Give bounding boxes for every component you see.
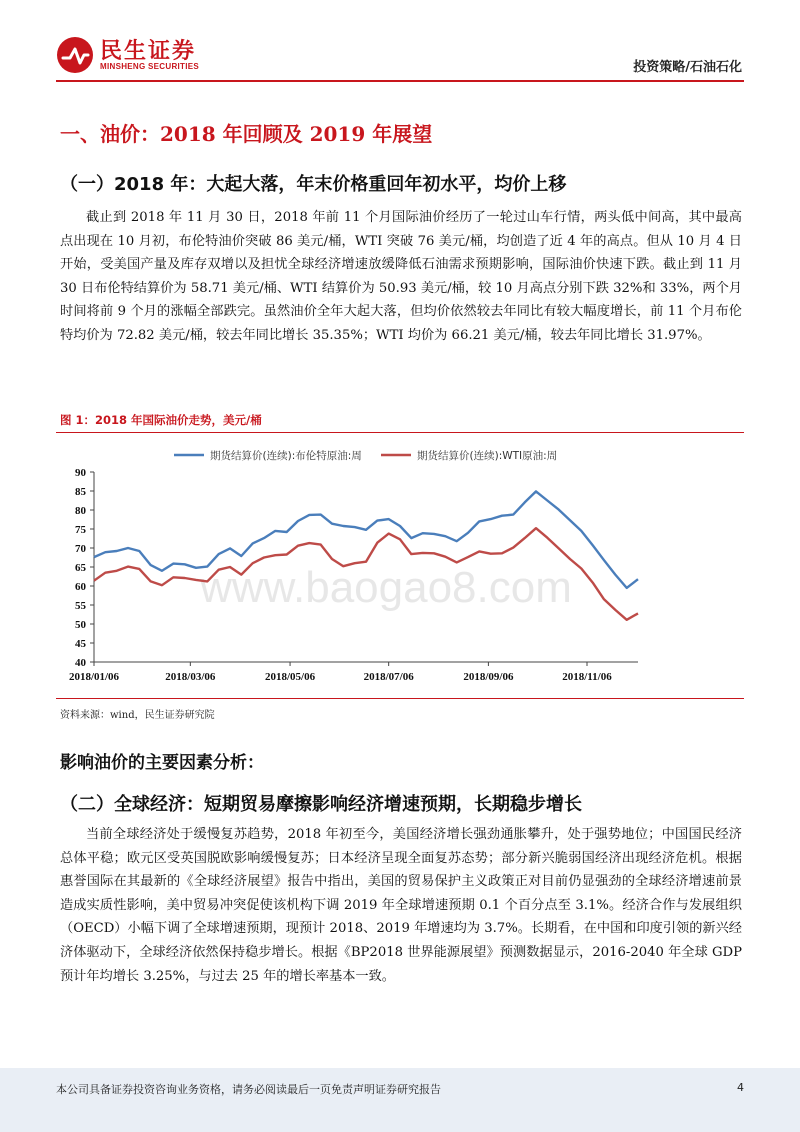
page-number: 4 — [737, 1081, 744, 1094]
y-tick-label: 65 — [75, 562, 86, 574]
subsection-title-economy: （二）全球经济：短期贸易摩擦影响经济增速预期，长期稳步增长 — [60, 794, 582, 815]
paragraph-2018-review: 截止到 2018 年 11 月 30 日，2018 年前 11 个月国际油价经历了一轮过山车行情，两头低中间高，其中最高点出现在 10 月初，布伦特油价突破 86 美元/桶，WTI 突破 76 美元/桶，均创造了近 4 年的高点。但从 10 月 4 日开始，受美国产量及库存双增以及担忧全球经济增速放缓降低石油需求预期影响，国际油价快速下跌。截止到 11 月 30 日布伦特结算价为 58.71 美元/桶、WTI 结算价为 50.93 美元/桶，较 10 月高点分别下跌 32%和 33%，两个月时间将前 9 个月的涨幅全部跌完。虽然油价全年大起大落，但均价依然较去年同比有较大幅度增长，前 11 个月布伦特均价为 72.82 美元/桶，较去年同比增长 35.35%；WTI 均价为 66.21 美元/桶，较去年同比增长 31.97%。 — [60, 210, 742, 343]
y-tick-label: 75 — [75, 524, 86, 536]
legend-label: 期货结算价(连续):WTI原油:周 — [417, 450, 558, 462]
y-tick-label: 50 — [75, 619, 86, 631]
y-tick-label: 70 — [75, 543, 86, 555]
page-footer — [0, 1068, 800, 1132]
figure-title: 图 1：2018 年国际油价走势，美元/桶 — [60, 413, 262, 427]
y-tick-label: 80 — [75, 505, 86, 517]
subsection-title-2018: （一）2018 年：大起大落，年末价格重回年初水平，均价上移 — [60, 174, 567, 195]
y-tick-label: 40 — [75, 657, 86, 669]
paragraph-global-economy: 当前全球经济处于缓慢复苏趋势，2018 年初至今，美国经济增长强劲通胀攀升，处于强势地位；中国国民经济总体平稳；欧元区受英国脱欧影响缓慢复苏；日本经济呈现全面复苏态势；部分新兴脆弱国经济出现经济危机。根据惠誉国际在其最新的《全球经济展望》报告中指出，美国的贸易保护主义政策正对目前仍显强劲的全球经济增速前景造成实质性影响，美中贸易冲突促使该机构下调 2019 年全球增速预期 0.1 个百分点至 3.1%。经济合作与发展组织（OECD）小幅下调了全球增速预期，现预计 2018、2019 年增速均为 3.7%。长期看，在中国和印度引领的新兴经济体驱动下，全球经济依然保持稳步增长。根据《BP2018 世界能源展望》预测数据显示，2016-2040 年全球 GDP 预计年均增长 3.25%，与过去 25 年的增长率基本一致。 — [60, 827, 742, 984]
page-header — [0, 0, 800, 84]
x-tick-label: 2018/01/06 — [68, 671, 120, 683]
logo-text-en: MINSHENG SECURITIES — [100, 62, 200, 71]
oil-price-chart — [56, 434, 744, 696]
y-tick-label: 60 — [75, 581, 86, 593]
chart-legend — [174, 449, 557, 462]
figure-source: 资料来源：wind，民生证券研究院 — [60, 710, 215, 721]
header-divider — [56, 80, 744, 82]
logo-text-cn: 民生证券 — [100, 39, 197, 64]
y-tick-label: 55 — [75, 600, 86, 612]
y-tick-label: 90 — [75, 467, 86, 479]
watermark: www.baogao8.com — [200, 563, 572, 612]
x-tick-label: 2018/11/06 — [562, 671, 612, 683]
report-category: 投资策略/石油石化 — [633, 60, 742, 75]
figure-top-rule — [56, 432, 744, 433]
legend-label: 期货结算价(连续):布伦特原油:周 — [210, 450, 362, 462]
y-tick-label: 85 — [75, 486, 86, 498]
x-tick-label: 2018/03/06 — [165, 671, 216, 683]
figure-bottom-rule — [56, 698, 744, 699]
footer-disclaimer: 本公司具备证券投资咨询业务资格，请务必阅读最后一页免责声明证券研究报告 — [56, 1083, 441, 1096]
x-tick-label: 2018/09/06 — [463, 671, 514, 683]
x-tick-label: 2018/07/06 — [363, 671, 414, 683]
y-tick-label: 45 — [75, 638, 86, 650]
section-title: 一、油价：2018 年回顾及 2019 年展望 — [60, 122, 433, 146]
factors-heading: 影响油价的主要因素分析： — [60, 753, 264, 773]
minsheng-logo-icon — [56, 36, 94, 74]
x-tick-label: 2018/05/06 — [265, 671, 316, 683]
